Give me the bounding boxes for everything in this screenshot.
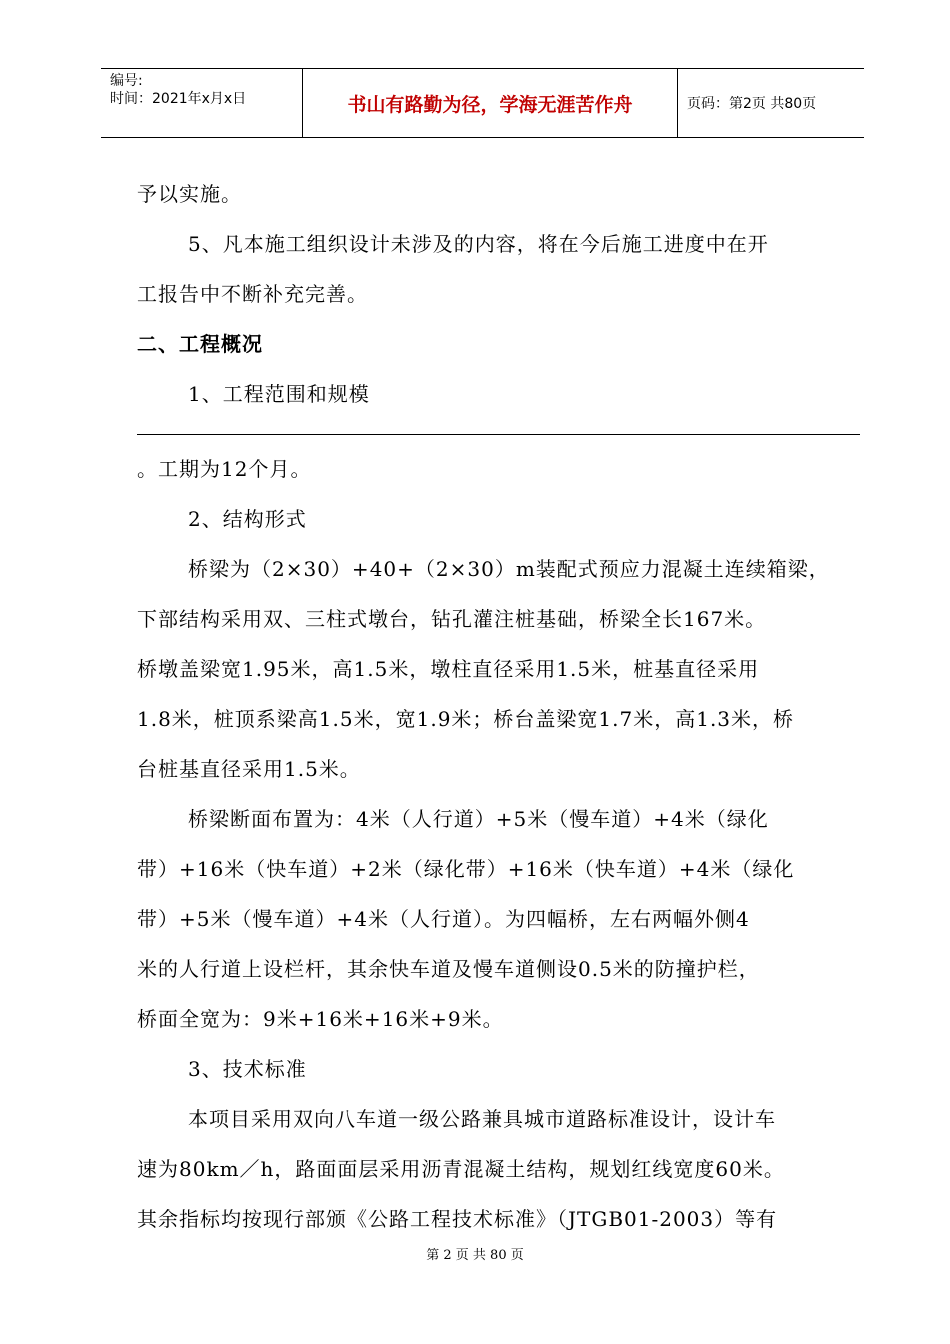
body-line: 。工期为12个月。 (137, 457, 312, 481)
header-motto: 书山有路勤为径，学海无涯苦作舟 (303, 69, 678, 137)
header-number-label: 编号: (110, 73, 143, 89)
body-line: 米的人行道上设栏杆，其余快车道及慢车道侧设0.5米的防撞护栏， (137, 957, 760, 981)
body-line: 桥墩盖梁宽1.95米，高1.5米，墩柱直径采用1.5米，桩基直径采用 (137, 657, 760, 681)
header-page-info: 页码：第2页 共80页 (687, 96, 817, 112)
subsection-heading: 2、结构形式 (188, 507, 307, 531)
body-line: 5、凡本施工组织设计未涉及的内容，将在今后施工进度中在开 (188, 232, 769, 256)
blank-underline (137, 434, 860, 435)
page-footer: 第 2 页 共 80 页 (426, 1248, 524, 1263)
body-line: 下部结构采用双、三柱式墩台，钻孔灌注桩基础，桥梁全长167米。 (137, 607, 767, 631)
body-line: 其余指标均按现行部颁《公路工程技术标准》（JTGB01-2003）等有 (137, 1207, 778, 1231)
body-line: 予以实施。 (137, 182, 242, 206)
body-line: 桥梁断面布置为：4米（人行道）+5米（慢车道）+4米（绿化 (188, 807, 769, 831)
section-heading: 二、工程概况 (137, 332, 263, 356)
body-line: 桥梁为（2×30）+40+（2×30）m装配式预应力混凝土连续箱梁， (188, 557, 830, 581)
body-line: 工报告中不断补充完善。 (137, 282, 368, 306)
body-line: 本项目采用双向八车道一级公路兼具城市道路标准设计，设计车 (188, 1107, 776, 1131)
body-line: 1.8米，桩顶系梁高1.5米，宽1.9米；桥台盖梁宽1.7米，高1.3米，桥 (137, 707, 795, 731)
body-line: 速为80km／h，路面面层采用沥青混凝土结构，规划红线宽度60米。 (137, 1157, 785, 1181)
body-line: 桥面全宽为：9米+16米+16米+9米。 (137, 1007, 504, 1031)
header-meta (101, 69, 303, 137)
subsection-heading: 3、技术标准 (188, 1057, 307, 1081)
body-line: 带）+16米（快车道）+2米（绿化带）+16米（快车道）+4米（绿化 (137, 857, 795, 881)
page-header (101, 68, 864, 138)
body-line: 带）+5米（慢车道）+4米（人行道）。为四幅桥，左右两幅外侧4 (137, 907, 750, 931)
subsection-heading: 1、工程范围和规模 (188, 382, 370, 406)
body-line: 台桩基直径采用1.5米。 (137, 757, 361, 781)
header-date-label: 时间：2021年x月x日 (110, 91, 247, 107)
